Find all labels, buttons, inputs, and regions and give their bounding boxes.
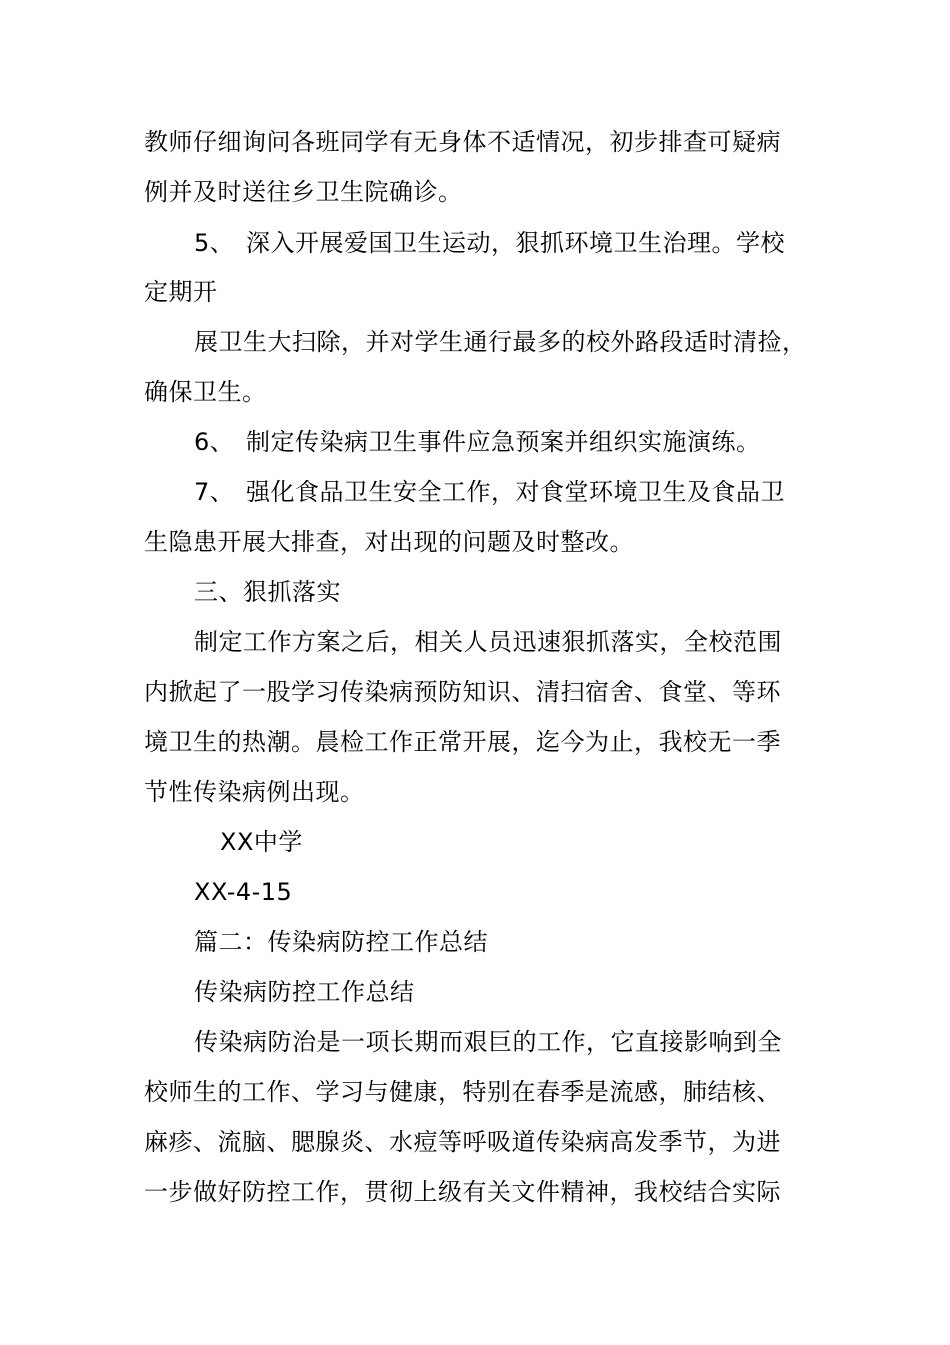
list-item-6 (194, 427, 761, 457)
list-item-7 (194, 477, 785, 507)
text-line: 一步做好防控工作，贯彻上级有关文件精神，我校结合实际 (144, 1178, 781, 1206)
text-line: 教师仔细询问各班同学有无身体不适情况，初步排查可疑病 (144, 128, 781, 156)
text-line: 校师生的工作、学习与健康，特别在春季是流感，肺结核、 (144, 1078, 781, 1106)
text-line: 定期开 (144, 278, 218, 306)
list-number: 5、 (194, 229, 235, 257)
list-number: 6、 (194, 428, 235, 456)
text-line: 例并及时送往乡卫生院确诊。 (144, 178, 463, 206)
text-line: 境卫生的热潮。晨检工作正常开展，迄今为止，我校无一季 (144, 728, 781, 756)
signature-date: XX-4-15 (194, 878, 293, 906)
text-line: 生隐患开展大排查，对出现的问题及时整改。 (144, 528, 634, 556)
text-line: 展卫生大扫除，并对学生通行最多的校外路段适时清捡， (194, 328, 807, 356)
section-heading: 三、狠抓落实 (194, 578, 341, 606)
text-line: 传染病防治是一项长期而艰巨的工作，它直接影响到全 (194, 1028, 782, 1056)
text-line: 制定传染病卫生事件应急预案并组织实施演练。 (246, 428, 761, 456)
text-line: 确保卫生。 (144, 378, 267, 406)
chapter-heading: 篇二：传染病防控工作总结 (194, 928, 488, 956)
signature-school: XX中学 (220, 828, 303, 856)
text-line: 麻疹、流脑、腮腺炎、水痘等呼吸道传染病高发季节，为进 (144, 1128, 781, 1156)
text-line: 节性传染病例出现。 (144, 778, 365, 806)
text-line: 强化食品卫生安全工作，对食堂环境卫生及食品卫 (246, 478, 785, 506)
list-item-5 (194, 228, 785, 258)
text-line: 内掀起了一股学习传染病预防知识、清扫宿舍、食堂、等环 (144, 678, 781, 706)
text-line: 深入开展爱国卫生运动，狠抓环境卫生治理。学校 (246, 229, 785, 257)
document-title: 传染病防控工作总结 (194, 978, 415, 1006)
list-number: 7、 (194, 478, 235, 506)
text-line: 制定工作方案之后，相关人员迅速狠抓落实，全校范围 (194, 628, 782, 656)
